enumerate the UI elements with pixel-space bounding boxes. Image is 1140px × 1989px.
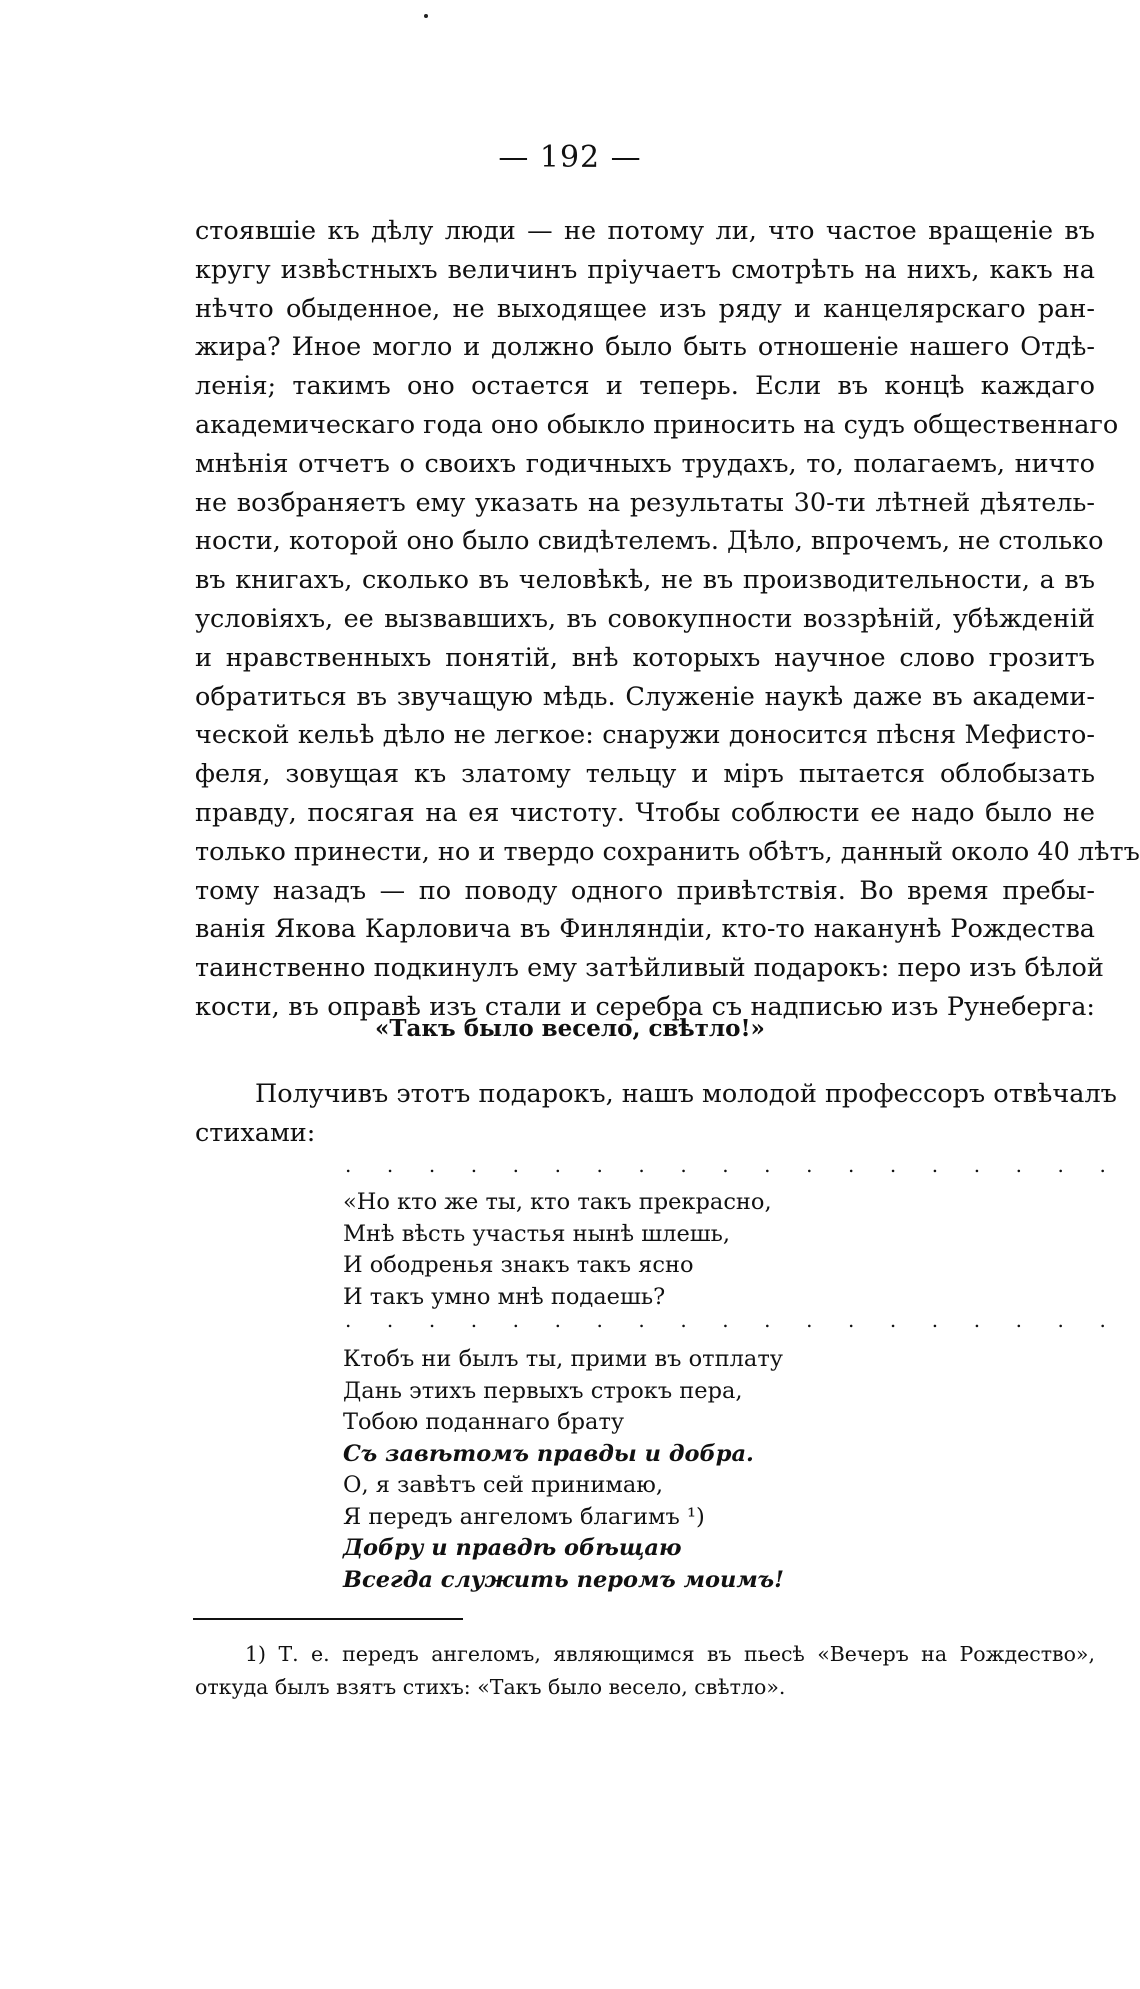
poem-line: Я передъ ангеломъ благимъ ¹) — [343, 1503, 705, 1530]
poem-line: О, я завѣтъ сей принимаю, — [343, 1472, 664, 1498]
footnote-line: 1) Т. е. передъ ангеломъ, являющимся въ пьесѣ «Вечеръ на Рождество», — [245, 1642, 1095, 1666]
text-line: не возбраняетъ ему указать на результаты 30-ти лѣтней дѣятель- — [195, 487, 1095, 518]
poem-line: Тобою поданнаго брату — [343, 1409, 625, 1435]
text-line: правду, посягая на ея чистоту. Чтобы соблюсти ее надо было не — [195, 797, 1095, 828]
text-line: мнѣнія отчетъ о своихъ годичныхъ трудахъ, то, полагаемъ, ничто — [195, 448, 1095, 479]
text-line: феля, зовущая къ златому тельцу и міръ пытается облобызать — [195, 759, 1095, 790]
text-line: обратиться въ звучащую мѣдь. Служеніе наукѣ даже въ академи- — [195, 681, 1095, 712]
second-paragraph — [195, 1075, 1117, 1153]
text-line: Получивъ этотъ подарокъ, нашъ молодой профессоръ отвѣчалъ — [255, 1079, 1117, 1109]
text-line: и нравственныхъ понятій, внѣ которыхъ научное слово грозитъ — [195, 642, 1095, 673]
poem-line: Мнѣ вѣсть участья нынѣ шлешь, — [343, 1220, 731, 1247]
poem-line: Дань этихъ первыхъ строкъ пера, — [343, 1377, 743, 1404]
text-line: академическаго года оно обыкло приносить на судъ общественнаго — [195, 409, 1119, 440]
poem-line: Съ завѣтомъ правды и добра. — [343, 1440, 754, 1467]
text-line: кости, въ оправѣ изъ стали и серебра съ надписью изъ Рунеберга: — [195, 991, 1095, 1022]
ellipsis-separator: . . . . . . . . . . . . . . . . . . . — [345, 1153, 1121, 1177]
text-line: ческой кельѣ дѣло не легкое: снаружи доносится пѣсня Мефисто- — [195, 720, 1095, 751]
poem-line: Всегда служить перомъ моимъ! — [343, 1566, 784, 1593]
print-speck — [424, 14, 428, 18]
main-paragraph — [195, 212, 1140, 1027]
text-line: ленія; такимъ оно остается и теперь. Если въ концѣ каждаго — [195, 371, 1095, 402]
text-line: ности, которой оно было свидѣтелемъ. Дѣло, впрочемъ, не столько — [195, 526, 1104, 557]
text-line: стихами: — [195, 1117, 316, 1148]
footnote-line: откуда былъ взятъ стихъ: «Такъ было весело, свѣтло». — [195, 1675, 786, 1699]
text-line: кругу извѣстныхъ величинъ пріучаетъ смотрѣть на нихъ, какъ на — [195, 254, 1095, 285]
text-line: нѣчто обыденное, не выходящее изъ ряду и канцелярскаго ран- — [195, 293, 1095, 324]
poem-line: Добру и правдѣ обѣщаю — [343, 1535, 682, 1561]
footnote — [195, 1638, 1095, 1704]
text-line: условіяхъ, ее вызвавшихъ, въ совокупности воззрѣній, убѣжденій — [195, 603, 1095, 634]
ellipsis-separator: . . . . . . . . . . . . . . . . . . . — [345, 1308, 1121, 1332]
text-line: жира? Иное могло и должно было быть отношеніе нашего Отдѣ- — [195, 332, 1095, 363]
poem-line: И ободренья знакъ такъ ясно — [343, 1252, 694, 1278]
text-line: въ книгахъ, сколько въ человѣкѣ, не въ производительности, а въ — [195, 565, 1095, 596]
poem-line: И такъ умно мнѣ подаешь? — [343, 1283, 666, 1310]
epigraph-quote: «Такъ было весело, свѣтло!» — [375, 1015, 765, 1042]
poem-line: «Но кто же ты, кто такъ прекрасно, — [343, 1189, 772, 1215]
poem-stanza-1 — [343, 1187, 903, 1313]
text-line: стоявшіе къ дѣлу люди — не потому ли, что частое вращеніе въ — [195, 216, 1095, 246]
text-line: тому назадъ — по поводу одного привѣтствія. Во время пребы- — [195, 875, 1095, 906]
page-number: — 192 — — [498, 140, 642, 175]
footnote-divider — [193, 1618, 463, 1620]
poem-stanza-2 — [343, 1344, 903, 1596]
text-line: только принести, но и твердо сохранить обѣтъ, данный около 40 лѣтъ — [195, 836, 1140, 867]
poem-line: Ктобъ ни былъ ты, прими въ отплату — [343, 1346, 784, 1372]
text-line: ванія Якова Карловича въ Финляндіи, кто-то наканунѣ Рождества — [195, 914, 1095, 945]
text-line: таинственно подкинулъ ему затѣйливый подарокъ: перо изъ бѣлой — [195, 953, 1104, 984]
